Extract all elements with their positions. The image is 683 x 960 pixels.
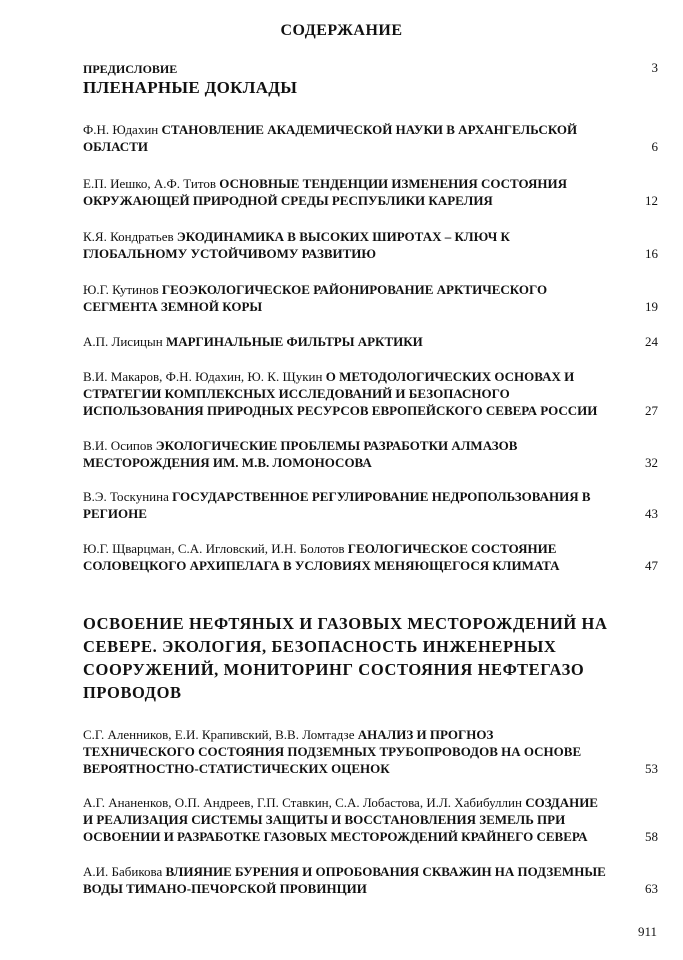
entry-authors: С.Г. Аленников, Е.И. Крапивский, В.В. Ломтадзе xyxy=(83,727,358,742)
preface-label: ПРЕДИСЛОВИЕ xyxy=(83,62,178,76)
entry-title: ЭКОЛОГИЧЕСКИЕ ПРОБЛЕМЫ РАЗРАБОТКИ АЛМАЗОВ МЕСТОРОЖДЕНИЯ ИМ. М.В. ЛОМОНОСОВА xyxy=(83,438,518,470)
page-number: 43 xyxy=(645,506,658,521)
toc-entry[interactable] xyxy=(83,726,658,777)
footer-page-number: 911 xyxy=(637,924,657,939)
toc-entry[interactable] xyxy=(83,121,658,155)
entry-title: О МЕТОДОЛОГИЧЕСКИХ ОСНОВАХ И СТРАТЕГИИ КОМПЛЕКСНЫХ ИССЛЕДОВАНИЙ И БЕЗОПАСНОГО ИСПОЛЬЗОВАНИЯ ПРИРОДНЫХ РЕСУРСОВ ЕВРОПЕЙСКОГО СЕВЕРА РОССИИ xyxy=(83,369,598,418)
entry-title: ЭКОДИНАМИКА В ВЫСОКИХ ШИРОТАХ – КЛЮЧ К ГЛОБАЛЬНОМУ УСТОЙЧИВОМУ РАЗВИТИЮ xyxy=(83,229,510,261)
toc-entry[interactable] xyxy=(83,794,658,845)
entry-authors: Ф.Н. Юдахин xyxy=(83,122,162,137)
toc-entry[interactable] xyxy=(83,175,658,209)
entry-title: ОСНОВНЫЕ ТЕНДЕНЦИИ ИЗМЕНЕНИЯ СОСТОЯНИЯ ОКРУЖАЮЩЕЙ ПРИРОДНОЙ СРЕДЫ РЕСПУБЛИКИ КАРЕЛИЯ xyxy=(83,176,567,208)
toc-entry[interactable] xyxy=(83,281,658,315)
entry-authors: Ю.Г. Кутинов xyxy=(83,282,162,297)
toc-entry[interactable] xyxy=(83,333,658,350)
page-title: СОДЕРЖАНИЕ xyxy=(280,22,403,39)
page-number: 6 xyxy=(651,139,658,154)
page-number: 32 xyxy=(645,455,658,470)
page-number: 47 xyxy=(645,558,658,573)
toc-entry-preface[interactable] xyxy=(83,60,658,76)
entry-title: СТАНОВЛЕНИЕ АКАДЕМИЧЕСКОЙ НАУКИ В АРХАНГЕЛЬСКОЙ ОБЛАСТИ xyxy=(83,122,578,154)
section-heading-oil-gas: ОСВОЕНИЕ НЕФТЯНЫХ И ГАЗОВЫХ МЕСТОРОЖДЕНИЙ НА СЕВЕРЕ. ЭКОЛОГИЯ, БЕЗОПАСНОСТЬ ИНЖЕНЕРНЫХ СООРУЖЕНИЙ, МОНИТОРИНГ СОСТОЯНИЯ НЕФТЕГАЗО ПРОВОДОВ xyxy=(83,614,608,702)
entry-authors: В.И. Макаров, Ф.Н. Юдахин, Ю. К. Щукин xyxy=(83,369,326,384)
toc-entry[interactable] xyxy=(83,488,658,522)
table-of-contents xyxy=(83,60,658,897)
entry-authors: Е.П. Иешко, А.Ф. Титов xyxy=(83,176,220,191)
entry-authors: В.Э. Тоскунина xyxy=(83,489,173,504)
entry-authors: Ю.Г. Щварцман, С.А. Игловский, И.Н. Болотов xyxy=(83,541,348,556)
toc-entry[interactable] xyxy=(83,540,658,574)
page-number: 27 xyxy=(645,403,658,418)
entry-title: ГОСУДАРСТВЕННОЕ РЕГУЛИРОВАНИЕ НЕДРОПОЛЬЗОВАНИЯ В РЕГИОНЕ xyxy=(83,489,591,521)
page-number: 58 xyxy=(645,829,658,844)
toc-entry[interactable] xyxy=(83,863,658,897)
toc-entry[interactable] xyxy=(83,368,658,419)
entry-authors: А.И. Бабикова xyxy=(83,864,166,879)
entry-authors: А.П. Лисицын xyxy=(83,334,166,349)
page-number: 63 xyxy=(645,881,658,896)
page-number: 53 xyxy=(645,761,658,776)
entry-title: СОЗДАНИЕ И РЕАЛИЗАЦИЯ СИСТЕМЫ ЗАЩИТЫ И ВОССТАНОВЛЕНИЯ ЗЕМЕЛЬ ПРИ ОСВОЕНИИ И РАЗРАБОТКЕ ГАЗОВЫХ МЕСТОРОЖДЕНИЙ КРАЙНЕГО СЕВЕРА xyxy=(83,795,598,844)
entry-authors: К.Я. Кондратьев xyxy=(83,229,177,244)
toc-entry[interactable] xyxy=(83,437,658,471)
page-number: 3 xyxy=(651,60,658,75)
page-number: 16 xyxy=(645,246,658,261)
page-number: 12 xyxy=(645,193,658,208)
page-number: 19 xyxy=(645,299,658,314)
entry-title: МАРГИНАЛЬНЫЕ ФИЛЬТРЫ АРКТИКИ xyxy=(165,334,423,349)
entry-title: ГЕОЭКОЛОГИЧЕСКОЕ РАЙОНИРОВАНИЕ АРКТИЧЕСКОГО СЕГМЕНТА ЗЕМНОЙ КОРЫ xyxy=(83,282,548,314)
entry-title: АНАЛИЗ И ПРОГНОЗ ТЕХНИЧЕСКОГО СОСТОЯНИЯ ПОДЗЕМНЫХ ТРУБОПРОВОДОВ НА ОСНОВЕ ВЕРОЯТНОСТНО-СТАТИСТИЧЕСКИХ ОЦЕНОК xyxy=(83,727,582,776)
entry-authors: В.И. Осипов xyxy=(83,438,156,453)
entry-title: ВЛИЯНИЕ БУРЕНИЯ И ОПРОБОВАНИЯ СКВАЖИН НА ПОДЗЕМНЫЕ ВОДЫ ТИМАНО-ПЕЧОРСКОЙ ПРОВИНЦИИ xyxy=(83,864,606,896)
entry-title: ГЕОЛОГИЧЕСКОЕ СОСТОЯНИЕ СОЛОВЕЦКОГО АРХИПЕЛАГА В УСЛОВИЯХ МЕНЯЮЩЕГОСЯ КЛИМАТА xyxy=(83,541,560,573)
section-heading-plenary: ПЛЕНАРНЫЕ ДОКЛАДЫ xyxy=(83,78,298,97)
toc-entry[interactable] xyxy=(83,228,658,262)
page-number: 24 xyxy=(645,334,658,349)
entry-authors: А.Г. Ананенков, О.П. Андреев, Г.П. Ставкин, С.А. Лобастова, И.Л. Хабибуллин xyxy=(83,795,526,810)
